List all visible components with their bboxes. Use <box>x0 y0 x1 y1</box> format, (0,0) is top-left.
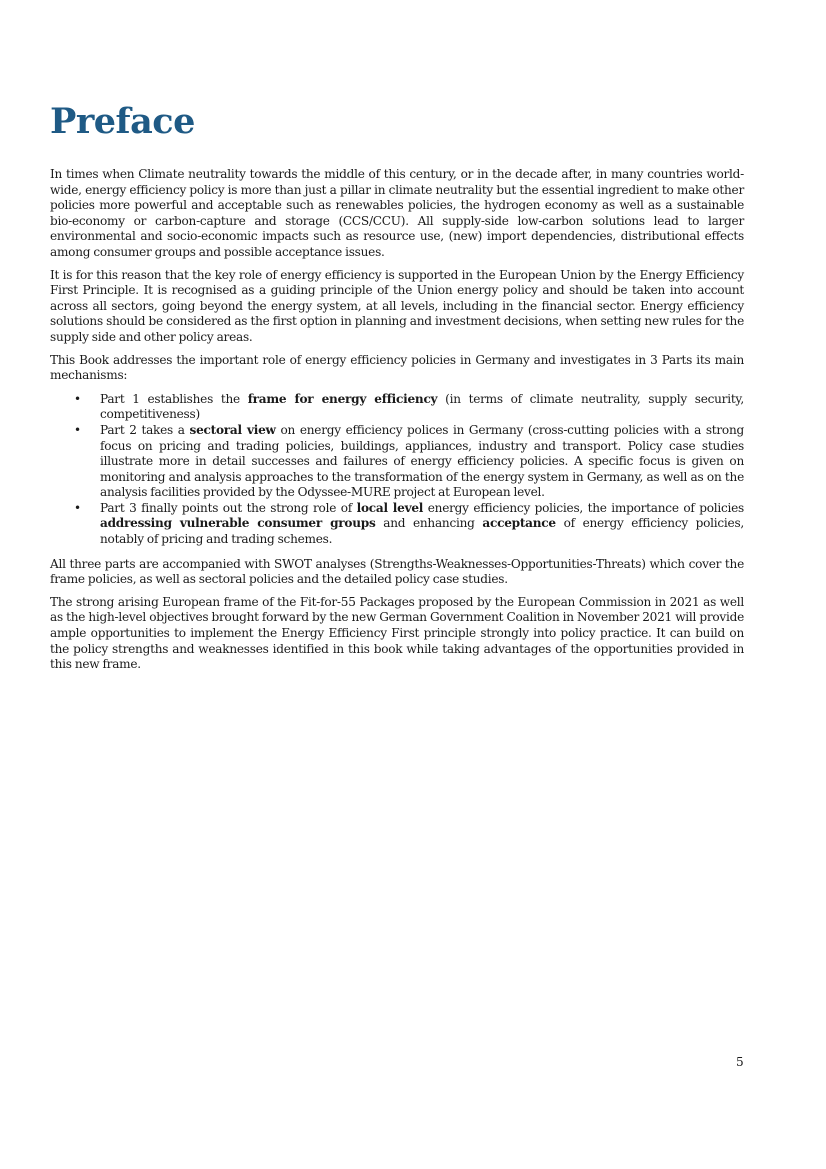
part-3-text-start: Part 3 finally points out the strong role of <box>100 500 357 515</box>
part-3-text-mid-2: and enhancing <box>375 516 483 531</box>
paragraph-swot: All three parts are accompanied with SWOT analyses (Strengths-Weaknesses-Opportunities-Threats) which cover the frame policies, as well as sectoral policies and the detailed policy case studies. <box>50 556 744 587</box>
paragraph-efficiency-first: It is for this reason that the key role of energy efficiency is supported in the European Union by the Energy Efficiency First Principle. It is recognised as a guiding principle of the Union energy policy and should be taken into account across all sectors, going beyond the energy system, at all levels, including in the financial sector. Energy efficiency solutions should be considered as the first option in planning and investment decisions, when setting new rules for the supply side and other policy areas. <box>50 267 744 344</box>
part-1-text-end: (in terms of climate neutrality, supply security, competitiveness) <box>100 391 744 422</box>
page-number: 5 <box>736 1055 744 1069</box>
part-3-emphasis-acceptance: acceptance <box>482 516 556 531</box>
part-3-emphasis-local: local level <box>356 500 424 515</box>
part-2-text-end: on energy efficiency polices in Germany (cross-cutting policies with a strong focus on pricing and trading policies, buildings, appliances, industry and transport. Policy case studies illustrate more in detail successes and failures of energy efficiency policies. A specific focus is given on monitoring and analysis approaches to the transformation of the energy system in Germany, as well as on the analysis facilities provided by the Odyssee-MURE project at European level. <box>100 422 744 500</box>
bullet-icon: • <box>74 422 81 437</box>
body-content <box>50 167 744 680</box>
list-item-part-2 <box>50 423 744 501</box>
part-2-text-start: Part 2 takes a <box>100 422 190 437</box>
list-item-part-3 <box>50 501 744 548</box>
part-1-emphasis: frame for energy efficiency <box>247 391 438 406</box>
bullet-icon: • <box>74 391 81 406</box>
part-3-emphasis-vulnerable: addressing vulnerable consumer groups <box>100 516 376 531</box>
parts-list <box>50 392 744 548</box>
part-3-text-mid-1: energy efficiency policies, the importance of policies <box>423 500 744 515</box>
part-2-emphasis: sectoral view <box>189 422 276 437</box>
list-item-part-1 <box>50 392 744 423</box>
part-3-text-end: of energy efficiency policies, notably of pricing and trading schemes. <box>100 516 745 547</box>
page-title: Preface <box>50 101 195 142</box>
paragraph-book-overview: This Book addresses the important role of energy efficiency policies in Germany and investigates in 3 Parts its main mechanisms: <box>50 352 744 383</box>
paragraph-fit-for-55: The strong arising European frame of the Fit-for-55 Packages proposed by the European Commission in 2021 as well as the high-level objectives brought forward by the new German Government Coalition in November 2021 will provide ample opportunities to implement the Energy Efficiency First principle strongly into policy practice. It can build on the policy strengths and weaknesses identified in this book while taking advantages of the opportunities provided in this new frame. <box>50 594 744 672</box>
paragraph-intro: In times when Climate neutrality towards the middle of this century, or in the decade after, in many countries world-wide, energy efficiency policy is more than just a pillar in climate neutrality but the essential ingredient to make other policies more powerful and acceptable such as renewables policies, the hydrogen economy as well as a sustainable bio-economy or carbon-capture and storage (CCS/CCU). All supply-side low-carbon solutions lead to larger environmental and socio-economic impacts such as resource use, (new) import dependencies, distributional effects among consumer groups and possible acceptance issues. <box>50 167 744 259</box>
bullet-icon: • <box>74 500 81 515</box>
part-1-text-start: Part 1 establishes the <box>100 391 248 406</box>
